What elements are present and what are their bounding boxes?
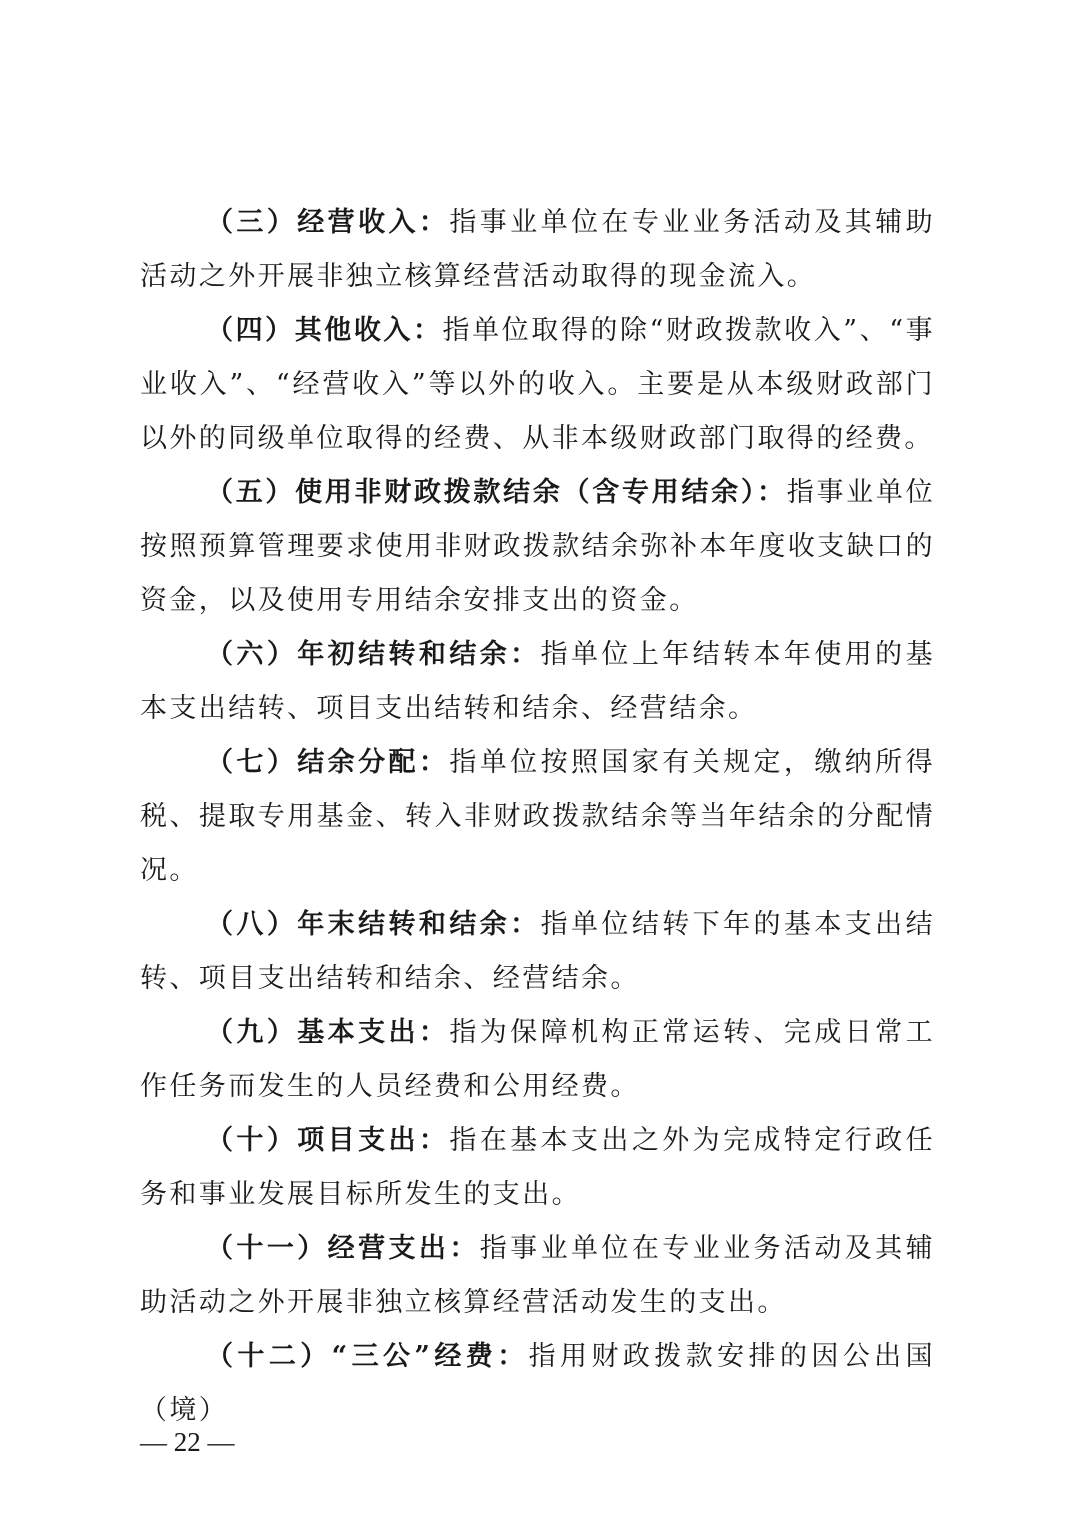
paragraph-surplus-distribution xyxy=(140,736,935,898)
term-heading: （五）使用非财政拨款结余（含专用结余）： xyxy=(206,477,787,508)
term-definition: 指用财政拨款安排的因公出国（境） xyxy=(140,1341,935,1426)
term-definition: 指单位结转下年的基本支出结转、项目支出结转和结余、经营结余。 xyxy=(140,909,935,994)
paragraph-year-end-carryover xyxy=(140,898,935,1006)
paragraph-operating-expenditure xyxy=(140,1222,935,1330)
term-definition: 指在基本支出之外为完成特定行政任务和事业发展目标所发生的支出。 xyxy=(140,1125,935,1210)
term-definition: 指单位取得的除“财政拨款收入”、“事业收入”、“经营收入”等以外的收入。主要是从本级财政部门以外的同级单位取得的经费、从非本级财政部门取得的经费。 xyxy=(140,315,936,454)
paragraph-three-public-expenses xyxy=(140,1330,935,1438)
paragraph-use-of-non-fiscal-surplus xyxy=(140,466,935,628)
term-definition: 指单位上年结转本年使用的基本支出结转、项目支出结转和结余、经营结余。 xyxy=(140,639,935,724)
term-definition: 指事业单位在专业业务活动及其辅助活动之外开展非独立核算经营活动发生的支出。 xyxy=(140,1233,936,1318)
term-heading: （三）经营收入： xyxy=(206,207,450,238)
paragraph-basic-expenditure xyxy=(140,1006,935,1114)
term-heading: （七）结余分配： xyxy=(206,747,450,778)
paragraph-other-income xyxy=(140,304,935,466)
term-heading: （十二）“三公”经费： xyxy=(206,1341,529,1372)
term-definition: 指为保障机构正常运转、完成日常工作任务而发生的人员经费和公用经费。 xyxy=(140,1017,935,1102)
paragraph-operating-income xyxy=(140,196,935,304)
term-heading: （八）年末结转和结余： xyxy=(206,909,541,940)
term-definition: 指单位按照国家有关规定，缴纳所得税、提取专用基金、转入非财政拨款结余等当年结余的分配情况。 xyxy=(140,747,935,886)
term-definition: 指事业单位按照预算管理要求使用非财政拨款结余弥补本年度收支缺口的资金，以及使用专用结余安排支出的资金。 xyxy=(140,477,935,616)
term-heading: （十）项目支出： xyxy=(206,1125,450,1156)
term-heading: （四）其他收入： xyxy=(206,315,443,346)
paragraph-project-expenditure xyxy=(140,1114,935,1222)
paragraph-beginning-carryover xyxy=(140,628,935,736)
page-number: — 22 — xyxy=(140,1427,235,1457)
document-body xyxy=(140,196,935,1438)
term-heading: （九）基本支出： xyxy=(206,1017,450,1048)
term-heading: （十一）经营支出： xyxy=(206,1233,480,1264)
term-heading: （六）年初结转和结余： xyxy=(206,639,541,670)
term-definition: 指事业单位在专业业务活动及其辅助活动之外开展非独立核算经营活动取得的现金流入。 xyxy=(140,207,935,292)
